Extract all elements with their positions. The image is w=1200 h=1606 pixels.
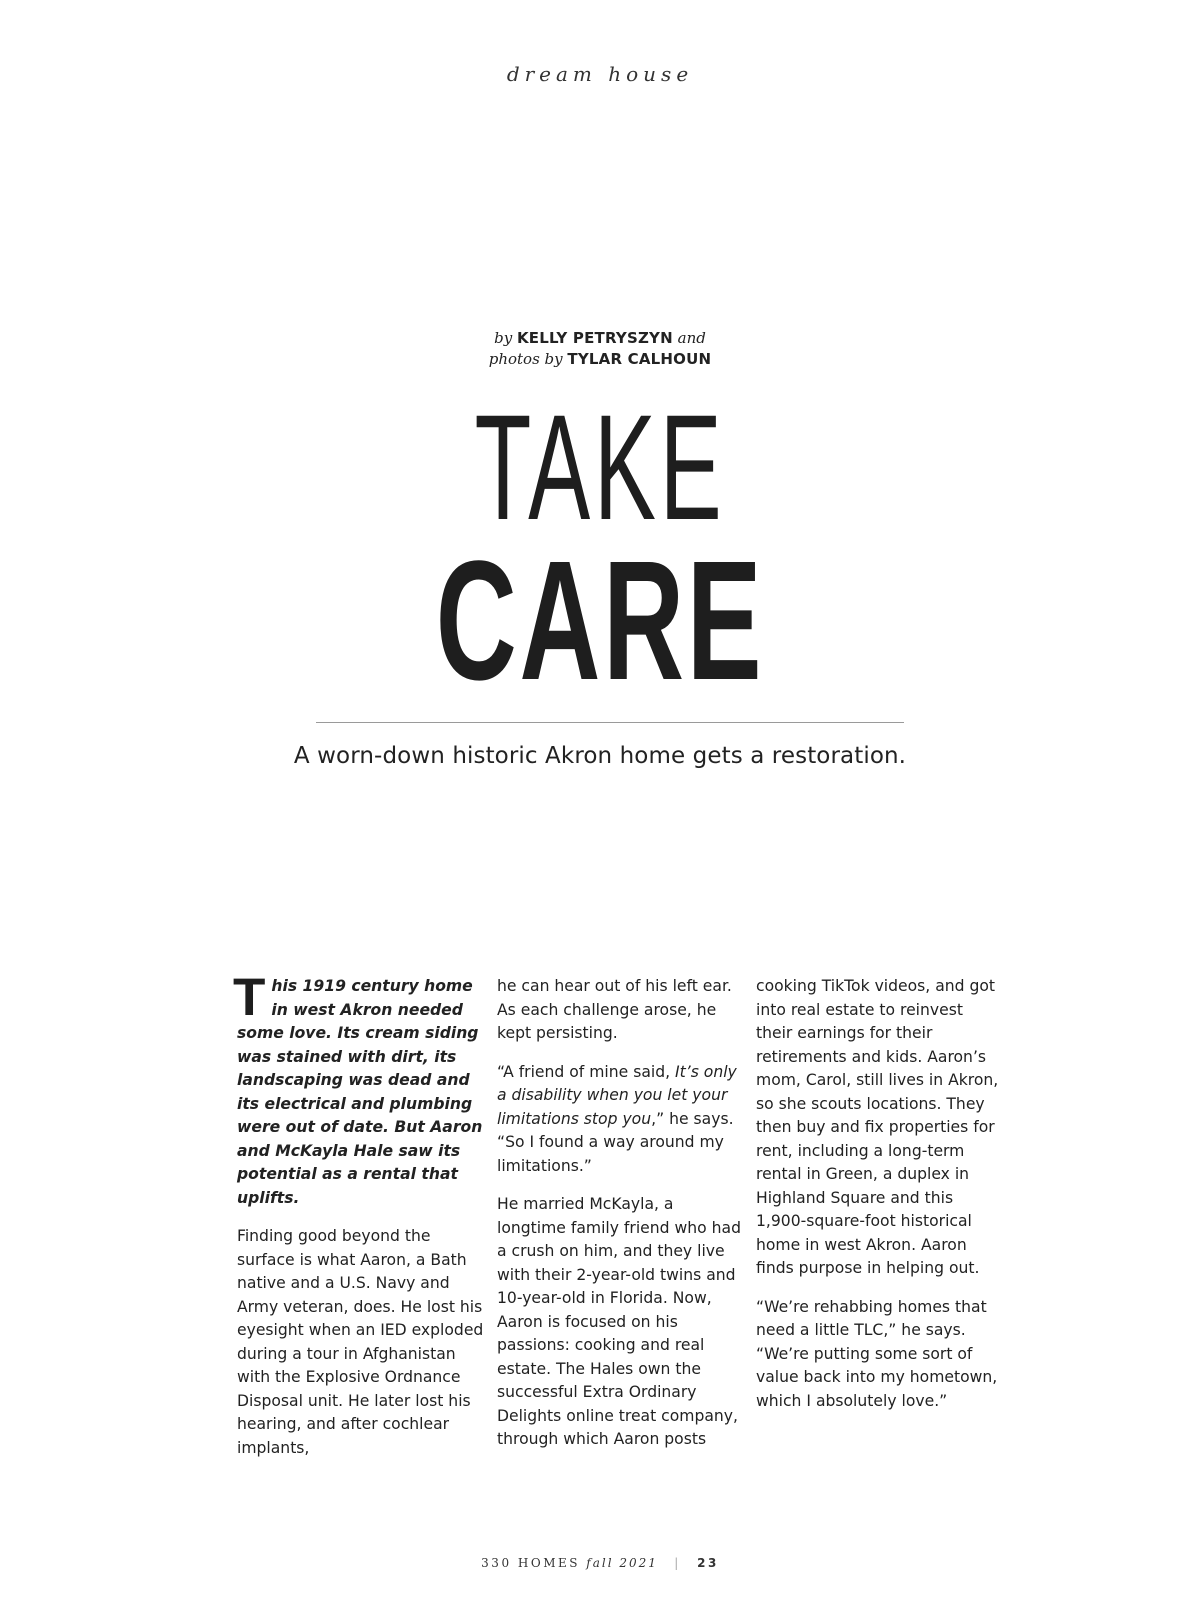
footer-season: fall 2021 bbox=[586, 1556, 658, 1570]
quote-paragraph bbox=[497, 1061, 747, 1179]
byline-and: and bbox=[677, 329, 706, 347]
drop-cap: T bbox=[233, 968, 266, 1027]
byline-author: KELLY PETRYSZYN bbox=[516, 329, 673, 347]
body-column-1 bbox=[233, 968, 487, 1475]
byline-photographer: TYLAR CALHOUN bbox=[567, 350, 712, 368]
body-column-2 bbox=[497, 975, 747, 1467]
quote-open: “A friend of mine said, bbox=[497, 1062, 676, 1081]
body-paragraph: he can hear out of his left ear. As each challenge arose, he kept persisting. bbox=[497, 977, 732, 1042]
byline bbox=[0, 328, 1200, 370]
footer-magazine: 330 HOMES bbox=[481, 1556, 580, 1570]
quote-italic: It’s only a disability when you let your limitations stop you bbox=[497, 1062, 737, 1128]
headline-divider bbox=[316, 722, 904, 723]
section-label: dream house bbox=[506, 62, 694, 86]
byline-photo-line bbox=[0, 349, 1200, 370]
intro-text: his 1919 century home in west Akron needed some love. Its cream siding was stained with dirt, its landscaping was dead and its electrical and plumbing were out of date. But Aaron and McKayla Hale saw its potential as a rental that uplifts. bbox=[237, 977, 483, 1207]
page-footer bbox=[0, 1556, 1200, 1570]
body-paragraph: He married McKayla, a longtime family friend who had a crush on him, and they live with their 2-year-old twins and 10-year-old in Florida. Now, Aaron is focused on his passions: cooking and real estate. The Hales own the successful Extra Ordinary Delights online treat company, through which Aaron posts bbox=[497, 1195, 741, 1448]
byline-author-line bbox=[0, 328, 1200, 349]
quote-close: ,” he says. “So I found a way around my limitations.” bbox=[497, 1109, 734, 1175]
intro-paragraph bbox=[233, 968, 487, 1210]
headline-line-2: CARE bbox=[435, 526, 765, 716]
dek: A worn-down historic Akron home gets a restoration. bbox=[293, 743, 907, 769]
page-number: 23 bbox=[697, 1556, 719, 1570]
byline-by: by bbox=[494, 329, 513, 347]
body-column-3 bbox=[756, 975, 1000, 1428]
body-paragraph: cooking TikTok videos, and got into real estate to reinvest their earnings for their retirements and kids. Aaron’s mom, Carol, still lives in Akron, so she scouts locations. They then buy and fix properties for rent, including a long-term rental in Green, a duplex in Highland Square and this 1,900-square-foot historical home in west Akron. Aaron finds purpose in helping out. bbox=[756, 977, 999, 1277]
byline-photos-by: photos by bbox=[488, 350, 563, 368]
body-paragraph: Finding good beyond the surface is what Aaron, a Bath native and a U.S. Navy and Army veteran, does. He lost his eyesight when an IED exploded during a tour in Afghanistan with the Explosive Ordnance Disposal unit. He later lost his hearing, and after cochlear implants, bbox=[237, 1227, 484, 1457]
quote-paragraph: “We’re rehabbing homes that need a little TLC,” he says. “We’re putting some sort of value back into my hometown, which I absolutely love.” bbox=[756, 1297, 998, 1410]
footer-separator: | bbox=[674, 1556, 681, 1570]
headline-line-1: TAKE bbox=[474, 383, 726, 551]
